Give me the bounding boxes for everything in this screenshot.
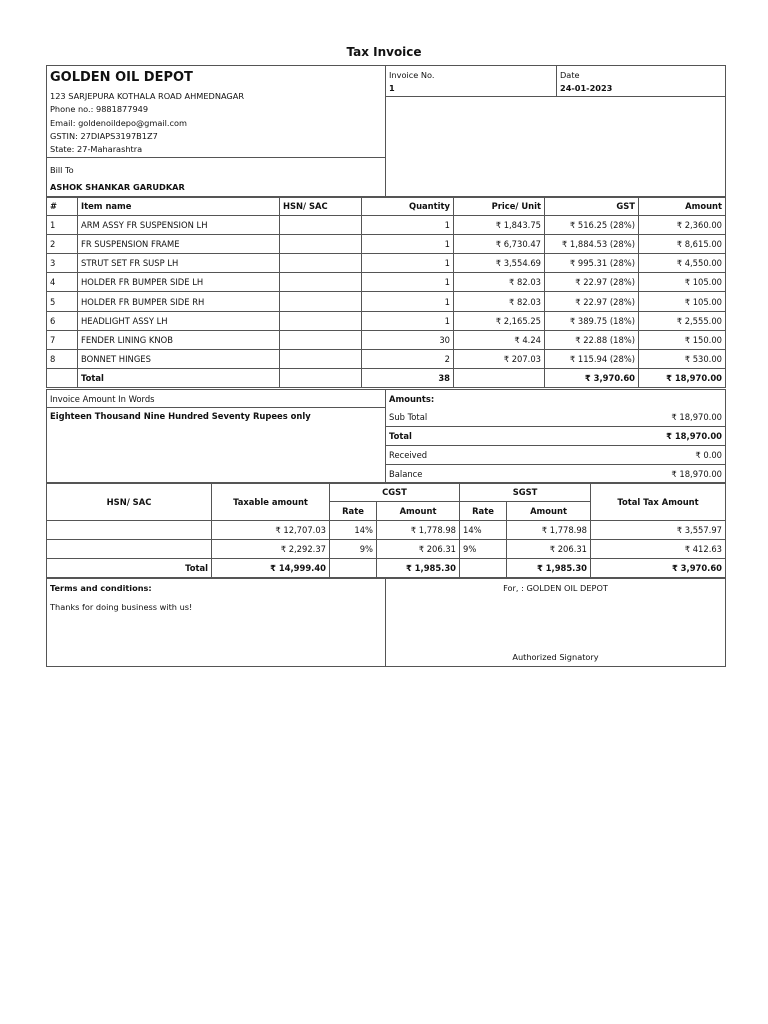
amount-words-label: Invoice Amount In Words xyxy=(47,390,386,408)
hsn-sgst-rate: 14% xyxy=(460,521,507,540)
total-price-blank xyxy=(454,368,545,387)
hsn-header-cgst-amount: Amount xyxy=(377,502,460,521)
hsn-total-taxable: ₹ 14,999.40 xyxy=(212,559,330,578)
footer-table xyxy=(46,578,726,667)
authorized-signatory-label: Authorized Signatory xyxy=(512,651,599,662)
hsn-taxable: ₹ 12,707.03 xyxy=(212,521,330,540)
invoice-date-label: Date xyxy=(560,70,580,80)
hsn-total-tax: ₹ 412.63 xyxy=(591,540,726,559)
item-gst: ₹ 389.75 (18%) xyxy=(545,311,639,330)
grand-total-label: Total xyxy=(386,427,556,446)
item-amount: ₹ 530.00 xyxy=(639,349,726,368)
header-blank-cell xyxy=(386,96,726,197)
terms-label: Terms and conditions: xyxy=(50,583,152,593)
items-header-row xyxy=(47,197,726,216)
hsn-cgst-amount: ₹ 1,778.98 xyxy=(377,521,460,540)
col-header-gst: GST xyxy=(545,197,639,216)
item-hsn xyxy=(280,330,362,349)
company-address: 123 SARJEPURA KOTHALA ROAD AHMEDNAGAR xyxy=(50,91,245,101)
hsn-cgst-amount: ₹ 206.31 xyxy=(377,540,460,559)
table-row xyxy=(47,254,726,273)
item-name: STRUT SET FR SUSP LH xyxy=(78,254,280,273)
item-qty: 2 xyxy=(362,349,454,368)
signature-block xyxy=(386,579,726,667)
balance-label: Balance xyxy=(386,465,556,484)
item-price: ₹ 82.03 xyxy=(454,273,545,292)
hsn-header-sgst: SGST xyxy=(460,483,591,502)
total-hsn-blank xyxy=(280,368,362,387)
col-header-item: Item name xyxy=(78,197,280,216)
item-qty: 1 xyxy=(362,273,454,292)
item-num: 8 xyxy=(47,349,78,368)
hsn-cgst-rate: 14% xyxy=(330,521,377,540)
item-hsn xyxy=(280,254,362,273)
balance-value: ₹ 18,970.00 xyxy=(556,465,726,484)
hsn-code xyxy=(47,521,212,540)
table-row xyxy=(47,349,726,368)
table-row xyxy=(47,521,726,540)
hsn-total-sgst-rate-blank xyxy=(460,559,507,578)
item-qty: 1 xyxy=(362,311,454,330)
terms-block xyxy=(47,579,386,667)
item-amount: ₹ 4,550.00 xyxy=(639,254,726,273)
item-price: ₹ 82.03 xyxy=(454,292,545,311)
table-row xyxy=(47,311,726,330)
item-amount: ₹ 2,360.00 xyxy=(639,216,726,235)
item-price: ₹ 4.24 xyxy=(454,330,545,349)
item-name: BONNET HINGES xyxy=(78,349,280,368)
company-email: Email: goldenoildepo@gmail.com xyxy=(50,117,187,128)
item-gst: ₹ 22.97 (28%) xyxy=(545,273,639,292)
grand-total-value: ₹ 18,970.00 xyxy=(556,427,726,446)
hsn-header-hsn: HSN/ SAC xyxy=(47,483,212,521)
item-qty: 1 xyxy=(362,254,454,273)
signature-for-text: For, : GOLDEN OIL DEPOT xyxy=(503,583,608,593)
items-total-row xyxy=(47,368,726,387)
table-row xyxy=(47,273,726,292)
company-phone: Phone no.: 9881877949 xyxy=(50,104,149,115)
item-hsn xyxy=(280,235,362,254)
company-gstin: GSTIN: 27DIAPS3197B1Z7 xyxy=(50,130,158,141)
hsn-total-label: Total xyxy=(47,559,212,578)
hsn-total-tax: ₹ 3,557.97 xyxy=(591,521,726,540)
item-qty: 1 xyxy=(362,292,454,311)
item-amount: ₹ 8,615.00 xyxy=(639,235,726,254)
item-price: ₹ 2,165.25 xyxy=(454,311,545,330)
hsn-header-sgst-amount: Amount xyxy=(507,502,591,521)
items-total-qty: 38 xyxy=(362,368,454,387)
hsn-sgst-amount: ₹ 206.31 xyxy=(507,540,591,559)
hsn-sgst-amount: ₹ 1,778.98 xyxy=(507,521,591,540)
table-row xyxy=(47,216,726,235)
invoice-date-cell xyxy=(557,66,726,97)
col-header-num: # xyxy=(47,197,78,216)
header-table xyxy=(46,65,726,198)
item-num: 7 xyxy=(47,330,78,349)
hsn-sgst-rate: 9% xyxy=(460,540,507,559)
item-gst: ₹ 995.31 (28%) xyxy=(545,254,639,273)
item-gst: ₹ 22.97 (28%) xyxy=(545,292,639,311)
items-total-amount: ₹ 18,970.00 xyxy=(639,368,726,387)
item-price: ₹ 6,730.47 xyxy=(454,235,545,254)
item-num: 1 xyxy=(47,216,78,235)
col-header-price: Price/ Unit xyxy=(454,197,545,216)
amount-summary-table xyxy=(46,389,726,484)
sub-total-value: ₹ 18,970.00 xyxy=(556,408,726,427)
hsn-taxable: ₹ 2,292.37 xyxy=(212,540,330,559)
item-name: HEADLIGHT ASSY LH xyxy=(78,311,280,330)
item-price: ₹ 1,843.75 xyxy=(454,216,545,235)
hsn-total-sgst-amount: ₹ 1,985.30 xyxy=(507,559,591,578)
item-num: 3 xyxy=(47,254,78,273)
received-value: ₹ 0.00 xyxy=(556,446,726,465)
hsn-header-sgst-rate: Rate xyxy=(460,502,507,521)
item-gst: ₹ 22.88 (18%) xyxy=(545,330,639,349)
table-row xyxy=(47,330,726,349)
item-hsn xyxy=(280,311,362,330)
hsn-total-cgst-rate-blank xyxy=(330,559,377,578)
hsn-cgst-rate: 9% xyxy=(330,540,377,559)
item-name: HOLDER FR BUMPER SIDE LH xyxy=(78,273,280,292)
item-amount: ₹ 2,555.00 xyxy=(639,311,726,330)
item-amount: ₹ 150.00 xyxy=(639,330,726,349)
item-amount: ₹ 105.00 xyxy=(639,292,726,311)
table-row xyxy=(47,235,726,254)
item-num: 5 xyxy=(47,292,78,311)
item-hsn xyxy=(280,273,362,292)
company-state: State: 27-Maharashtra xyxy=(50,144,143,155)
bill-to-block xyxy=(47,157,386,197)
hsn-total-cgst-amount: ₹ 1,985.30 xyxy=(377,559,460,578)
invoice-number-label: Invoice No. xyxy=(389,70,435,80)
hsn-header-cgst-rate: Rate xyxy=(330,502,377,521)
item-qty: 1 xyxy=(362,235,454,254)
bill-to-label: Bill To xyxy=(50,164,74,175)
item-gst: ₹ 516.25 (28%) xyxy=(545,216,639,235)
bill-to-name: ASHOK SHANKAR GARUDKAR xyxy=(50,181,185,192)
item-gst: ₹ 115.94 (28%) xyxy=(545,349,639,368)
item-amount: ₹ 105.00 xyxy=(639,273,726,292)
item-price: ₹ 3,554.69 xyxy=(454,254,545,273)
hsn-code xyxy=(47,540,212,559)
col-header-amount: Amount xyxy=(639,197,726,216)
table-row xyxy=(47,540,726,559)
item-gst: ₹ 1,884.53 (28%) xyxy=(545,235,639,254)
item-hsn xyxy=(280,292,362,311)
sub-total-label: Sub Total xyxy=(386,408,556,427)
item-name: FR SUSPENSION FRAME xyxy=(78,235,280,254)
items-total-label: Total xyxy=(78,368,280,387)
items-table xyxy=(46,196,726,388)
col-header-qty: Quantity xyxy=(362,197,454,216)
item-num: 2 xyxy=(47,235,78,254)
hsn-header-total-tax: Total Tax Amount xyxy=(591,483,726,521)
items-total-gst: ₹ 3,970.60 xyxy=(545,368,639,387)
item-name: ARM ASSY FR SUSPENSION LH xyxy=(78,216,280,235)
table-row xyxy=(47,292,726,311)
item-qty: 30 xyxy=(362,330,454,349)
hsn-header-taxable: Taxable amount xyxy=(212,483,330,521)
item-name: FENDER LINING KNOB xyxy=(78,330,280,349)
col-header-hsn: HSN/ SAC xyxy=(280,197,362,216)
hsn-total-tax-amount: ₹ 3,970.60 xyxy=(591,559,726,578)
invoice-number: 1 xyxy=(389,83,395,94)
company-block xyxy=(47,66,386,158)
document-title: Tax Invoice xyxy=(346,45,422,59)
invoice-date: 24-01-2023 xyxy=(560,83,613,94)
item-hsn xyxy=(280,349,362,368)
amounts-label: Amounts: xyxy=(386,390,726,408)
invoice-number-cell xyxy=(386,66,557,97)
hsn-total-row xyxy=(47,559,726,578)
received-label: Received xyxy=(386,446,556,465)
item-qty: 1 xyxy=(362,216,454,235)
company-name: GOLDEN OIL DEPOT xyxy=(50,70,193,85)
terms-text: Thanks for doing business with us! xyxy=(50,602,193,613)
hsn-header-cgst: CGST xyxy=(330,483,460,502)
hsn-tax-table xyxy=(46,482,726,578)
item-name: HOLDER FR BUMPER SIDE RH xyxy=(78,292,280,311)
item-price: ₹ 207.03 xyxy=(454,349,545,368)
amount-words-text: Eighteen Thousand Nine Hundred Seventy Rupees only xyxy=(47,408,386,484)
item-num: 4 xyxy=(47,273,78,292)
item-num: 6 xyxy=(47,311,78,330)
item-hsn xyxy=(280,216,362,235)
total-num-blank xyxy=(47,368,78,387)
